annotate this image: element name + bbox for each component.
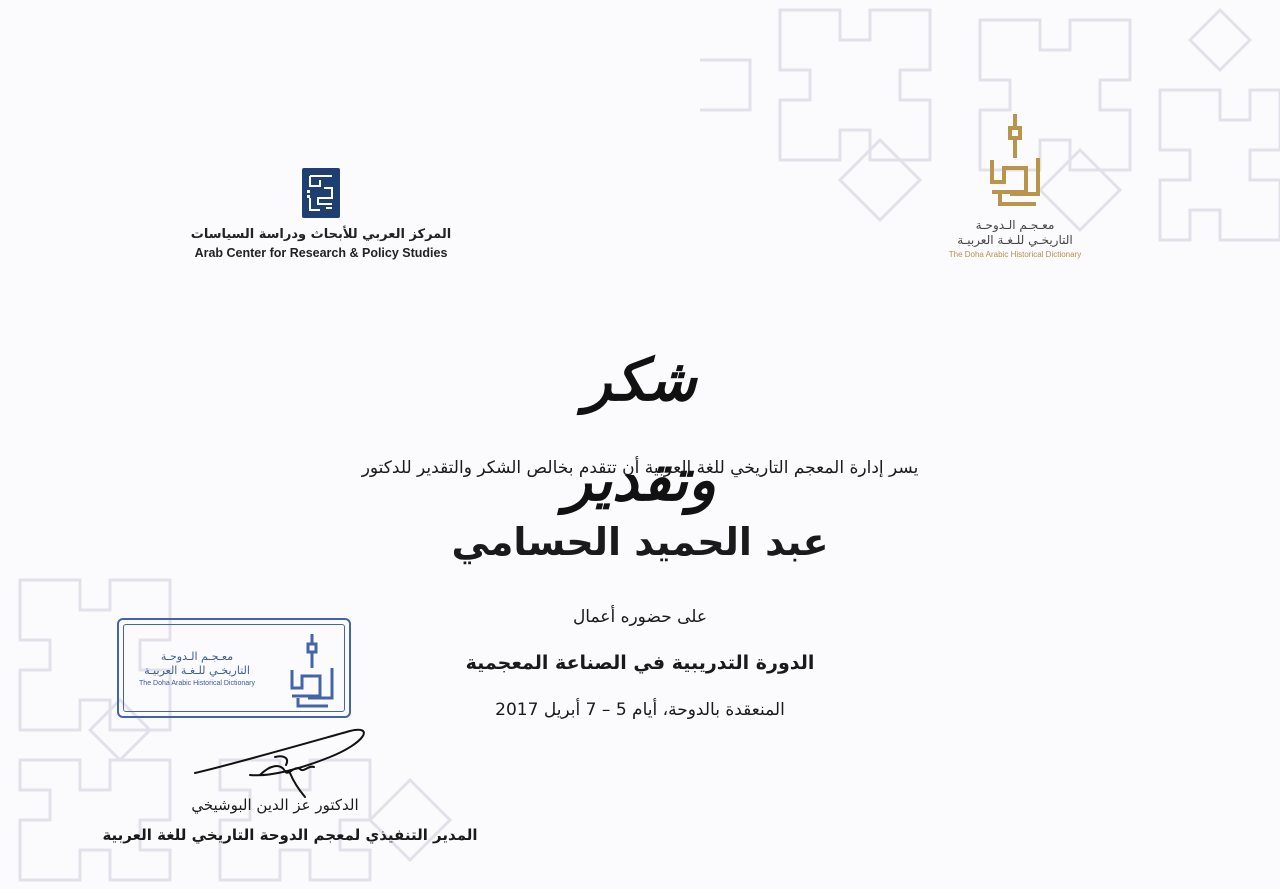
stamp-name-line2: التاريخـي للـغـة العربيـة	[144, 664, 250, 677]
course-title: الدورة التدريبية في الصناعة المعجمية	[465, 652, 815, 674]
recipient-name: عبد الحميد الحسامي	[451, 520, 829, 564]
doha-dictionary-name-line2: التاريخـي للـغـة العربيـة	[957, 233, 1073, 247]
signatory-role: المدير التنفيذي لمعجم الدوحة التاريخي للغة العربية	[102, 826, 478, 844]
stamp-name-line1: معـجـم الـدوحـة	[160, 650, 234, 663]
acrps-logo	[190, 168, 452, 262]
certificate-reason: على حضوره أعمال	[572, 607, 708, 627]
doha-dictionary-logo	[920, 110, 1110, 259]
doha-dictionary-name-line1: معـجـم الـدوحـة	[975, 218, 1055, 232]
doha-dictionary-name-english: The Doha Arabic Historical Dictionary	[948, 250, 1082, 259]
acrps-name-arabic: المركز العربي للأبحاث ودراسة السياسات	[190, 227, 452, 242]
stamp-emblem-icon	[282, 630, 342, 710]
course-dates: المنعقدة بالدوحة، أيام 5 – 7 أبريل 2017	[495, 700, 785, 720]
doha-dictionary-emblem-icon	[980, 110, 1050, 210]
acrps-emblem-icon	[302, 168, 340, 218]
stamp-name-english: The Doha Arabic Historical Dictionary	[139, 680, 255, 687]
stamp-text-block	[127, 650, 267, 687]
certificate-title-text: شكر وتقدير	[563, 346, 717, 514]
official-stamp	[117, 618, 351, 718]
certificate-intro: يسر إدارة المعجم التاريخي للغة العربية أن تتقدم بخالص الشكر والتقدير للدكتور	[361, 458, 919, 478]
acrps-name-english: Arab Center for Research & Policy Studies	[194, 246, 448, 260]
signature	[190, 725, 380, 800]
signatory-name: الدكتور عز الدين البوشيخي	[191, 796, 359, 814]
